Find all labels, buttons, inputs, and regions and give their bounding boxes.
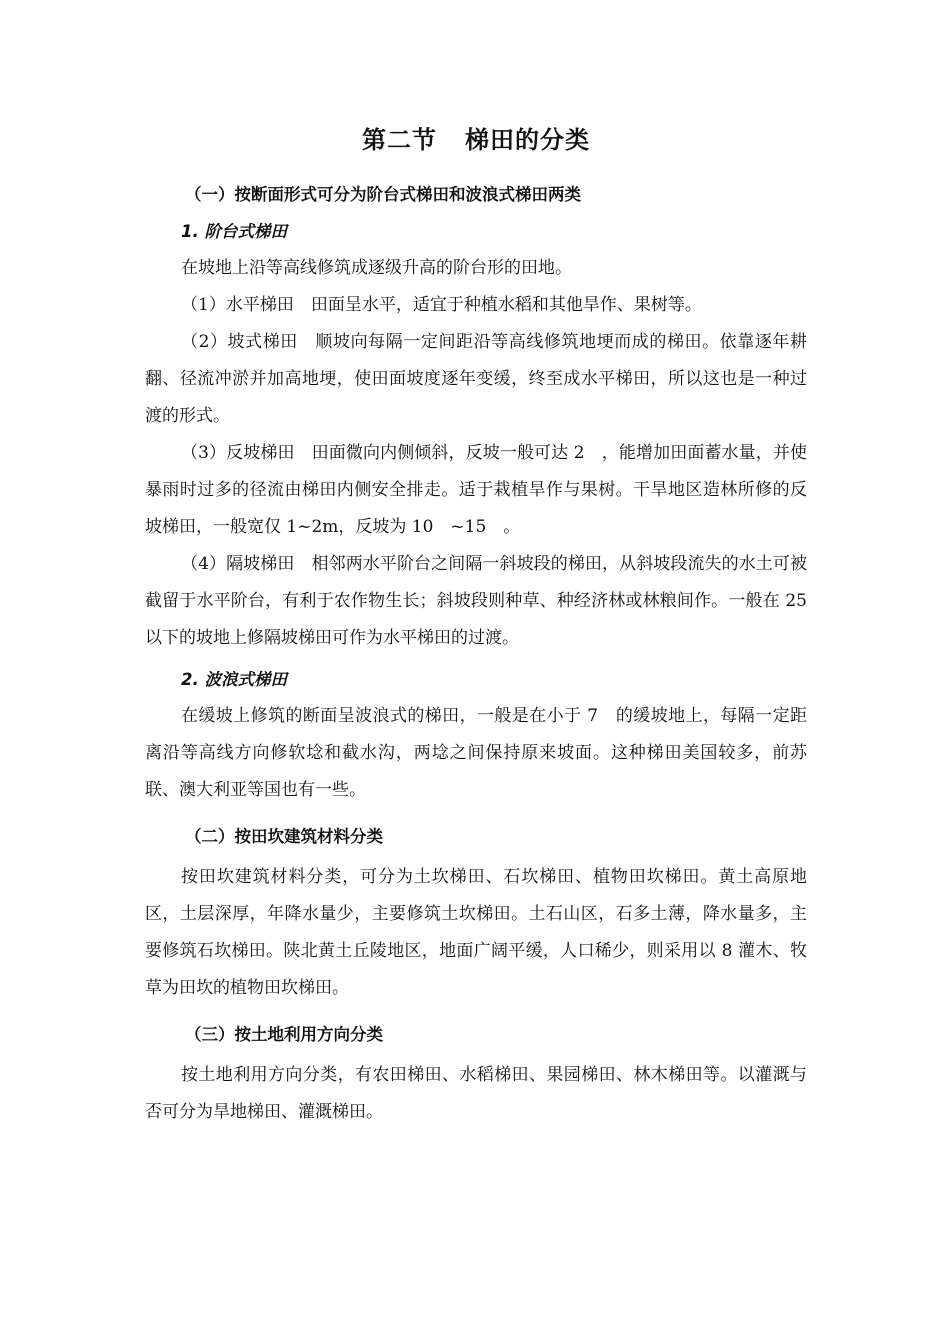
paragraph-land-use: 按土地利用方向分类，有农田梯田、水稻梯田、果园梯田、林木梯田等。以灌溉与否可分为旱地梯田、灌溉梯田。 (145, 1065, 807, 1122)
subsection-1-intro: 在坡地上沿等高线修筑成逐级升高的阶台形的田地。 (181, 258, 572, 278)
section-3-heading: （三）按土地利用方向分类 (185, 1025, 383, 1044)
subsection-1-heading: 1. 阶台式梯田 (181, 222, 287, 241)
paragraph-level-terrace: （1）水平梯田 田面呈水平，适宜于种植水稻和其他旱作、果树等。 (181, 295, 702, 315)
paragraph-wave-terrace: 在缓坡上修筑的断面呈波浪式的梯田，一般是在小于 7 的缓坡地上，每隔一定距离沿等高线方向修软埝和截水沟，两埝之间保持原来坡面。这种梯田美国较多，前苏联、澳大利亚等国也有一些。 (145, 706, 807, 800)
paragraph-building-material: 按田坎建筑材料分类，可分为土坎梯田、石坎梯田、植物田坎梯田。黄土高原地区，土层深厚，年降水量少，主要修筑土坎梯田。土石山区，石多土薄，降水量多，主要修筑石坎梯田。陕北黄土丘陵地区，地面广阔平缓，人口稀少，则采用以 8 灌木、牧草为田坎的植物田坎梯田。 (145, 867, 807, 998)
subsection-2-heading: 2. 波浪式梯田 (181, 670, 287, 689)
page-title (145, 124, 807, 156)
paragraph-interval-slope-terrace: （4）隔坡梯田 相邻两水平阶台之间隔一斜坡段的梯田，从斜坡段流失的水土可被截留于水平阶台，有利于农作物生长；斜坡段则种草、种经济林或林粮间作。一般在 25 以下的坡地上修隔坡梯田可作为水平梯田的过渡。 (145, 554, 824, 648)
document-page (145, 110, 824, 1131)
title-text: 梯田的分类 (465, 126, 590, 154)
paragraph-slope-terrace: （2）坡式梯田 顺坡向每隔一定间距沿等高线修筑地埂而成的梯田。依靠逐年耕翻、径流冲淤并加高地埂，使田面坡度逐年变缓，终至成水平梯田，所以这也是一种过渡的形式。 (145, 332, 807, 426)
paragraph-reverse-slope-terrace: （3）反坡梯田 田面微向内侧倾斜，反坡一般可达 2 ，能增加田面蓄水量，并使暴雨时过多的径流由梯田内侧安全排走。适于栽植旱作与果树。干旱地区造林所修的反坡梯田，一般宽仅 1~2m，反坡为 10 ~15 。 (145, 443, 807, 537)
section-2-heading: （二）按田坎建筑材料分类 (185, 827, 383, 846)
section-1-heading: （一）按断面形式可分为阶台式梯田和波浪式梯田两类 (185, 185, 581, 204)
title-section-number: 第二节 (362, 126, 437, 154)
